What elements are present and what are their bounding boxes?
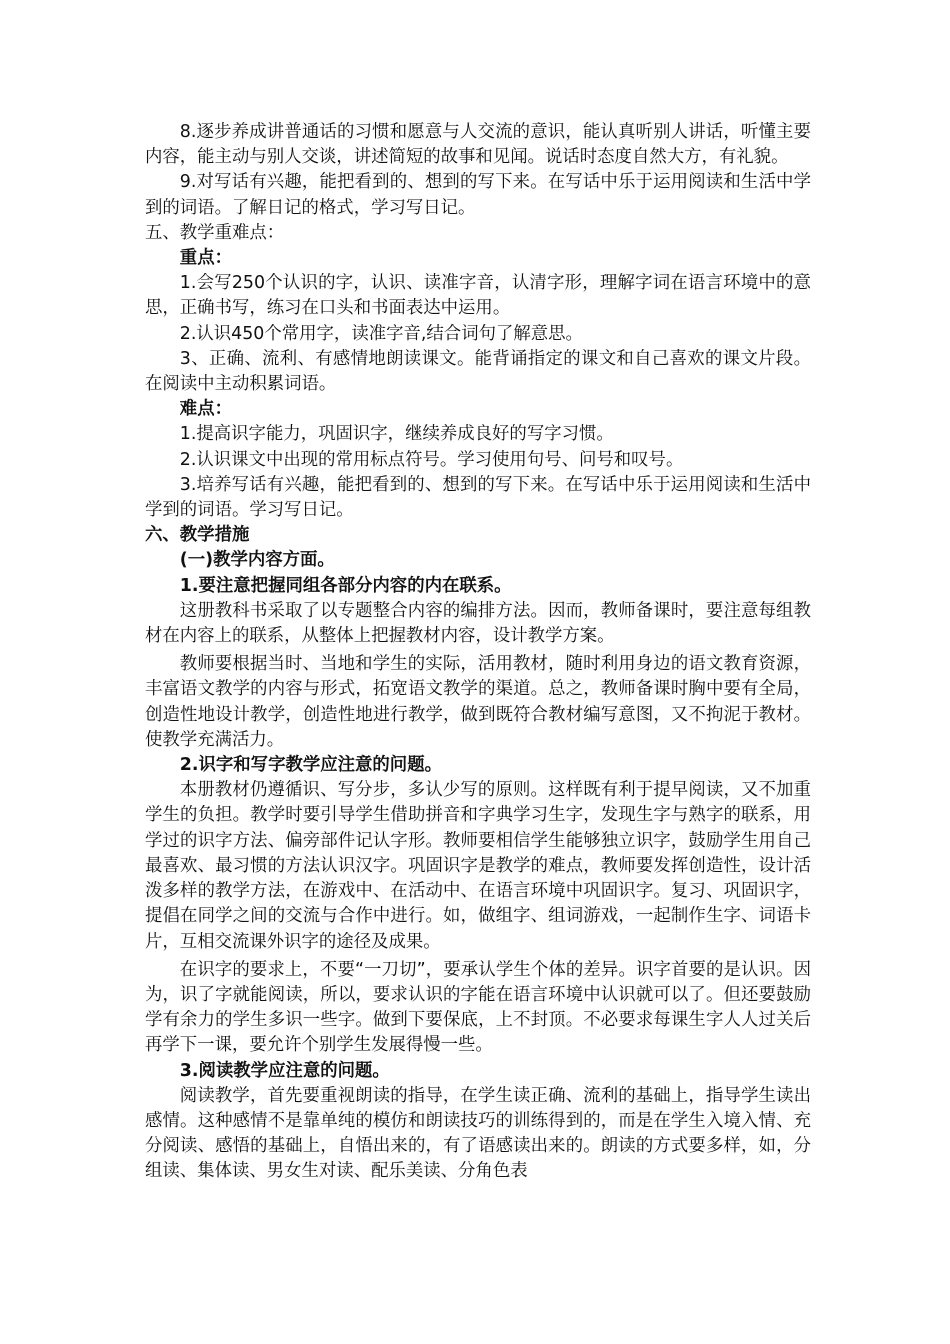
paragraph-editing-method: 这册教科书采取了以专题整合内容的编排方法。因而，教师备课时，要注意每组教材在内容上的联系，从整体上把握教材内容，设计教学方案。 [145, 600, 811, 647]
list-item-8: 8.逐步养成讲普通话的习惯和愿意与人交流的意识，能认真听别人讲话，听懂主要内容，能主动与别人交谈，讲述简短的故事和见闻。说话时态度自然大方，有礼貌。 [145, 122, 811, 168]
paragraph-flexible-use: 教师要根据当时、当地和学生的实际，活用教材，随时利用身边的语文教育资源，丰富语文教学的内容与形式，拓宽语文教学的渠道。总之，教师备课时胸中要有全局，创造性地设计教学，创造性地进行教学，做到既符合教材编写意图，又不拘泥于教材。使教学充满活力。 [145, 654, 811, 750]
difficulty-2: 2.认识课文中出现的常用标点符号。学习使用句号、问号和叹号。 [179, 449, 684, 470]
subheading-grasp-links: 1.要注意把握同组各部分内容的内在联系。 [179, 575, 512, 596]
key-point-1: 1.会写250个认识的字，认识、读准字音，认清字形，理解字词在语言环境中的意思，正确书写，练习在口头和书面表达中运用。 [145, 273, 811, 319]
subheading-key-points: 重点： [179, 248, 232, 269]
subheading-literacy: 2.识字和写字教学应注意的问题。 [179, 755, 442, 776]
subheading-content: (一)教学内容方面。 [179, 550, 335, 571]
paragraph-literacy-requirements: 在识字的要求上，不要“一刀切”，要承认学生个体的差异。识字首要的是认识。因为，识了字就能阅读，所以，要求认识的字能在语言环境中认识就可以了。但还要鼓励学有余力的学生多识一些字。做到下要保底，上不封顶。不必要求每课生字人人过关后再学下一课，要允许个别学生发展得慢一些。 [145, 959, 811, 1056]
difficulty-1: 1.提高识字能力，巩固识字，继续养成良好的写字习惯。 [179, 424, 614, 445]
paragraph-reading-guidance: 阅读教学，首先要重视朗读的指导，在学生读正确、流利的基础上，指导学生读出感情。这种感情不是靠单纯的模仿和朗读技巧的训练得到的，而是在学生入境入情、充分阅读、感悟的基础上，自悟出来的，有了语感读出来的。朗读的方式要多样，如，分组读、集体读、男女生对读、配乐美读、分角色表 [145, 1085, 811, 1182]
section-heading-6: 六、教学措施 [145, 525, 250, 546]
subheading-reading: 3.阅读教学应注意的问题。 [179, 1060, 390, 1081]
paragraph-literacy-principle: 本册教材仍遵循识、写分步，多认少写的原则。这样既有利于提早阅读，又不加重学生的负担。教学时要引导学生借助拼音和字典学习生字，发现生字与熟字的联系，用学过的识字方法、偏旁部件记认字形。教师要相信学生能够独立识字，鼓励学生用自己最喜欢、最习惯的方法认识汉字。巩固识字是教学的难点，教师要发挥创造性，设计活泼多样的教学方法，在游戏中、在活动中、在语言环境中巩固识字。复习、巩固识字，提倡在同学之间的交流与合作中进行。如，做组字、组词游戏，一起制作生字、词语卡片，互相交流课外识字的途径及成果。 [145, 780, 811, 952]
key-point-3: 3、正确、流利、有感情地朗读课文。能背诵指定的课文和自己喜欢的课文片段。在阅读中主动积累词语。 [145, 348, 811, 395]
difficulty-3: 3.培养写话有兴趣，能把看到的、想到的写下来。在写话中乐于运用阅读和生活中学到的词语。学习写日记。 [145, 474, 811, 521]
list-item-9: 9.对写话有兴趣，能把看到的、想到的写下来。在写话中乐于运用阅读和生活中学到的词语。了解日记的格式，学习写日记。 [145, 172, 811, 218]
document-page [145, 120, 811, 1185]
subheading-difficulties: 难点： [179, 399, 232, 420]
key-point-2: 2.认识450个常用字，读准字音,结合词句了解意思。 [179, 323, 583, 344]
section-heading-5: 五、教学重难点： [145, 222, 285, 243]
